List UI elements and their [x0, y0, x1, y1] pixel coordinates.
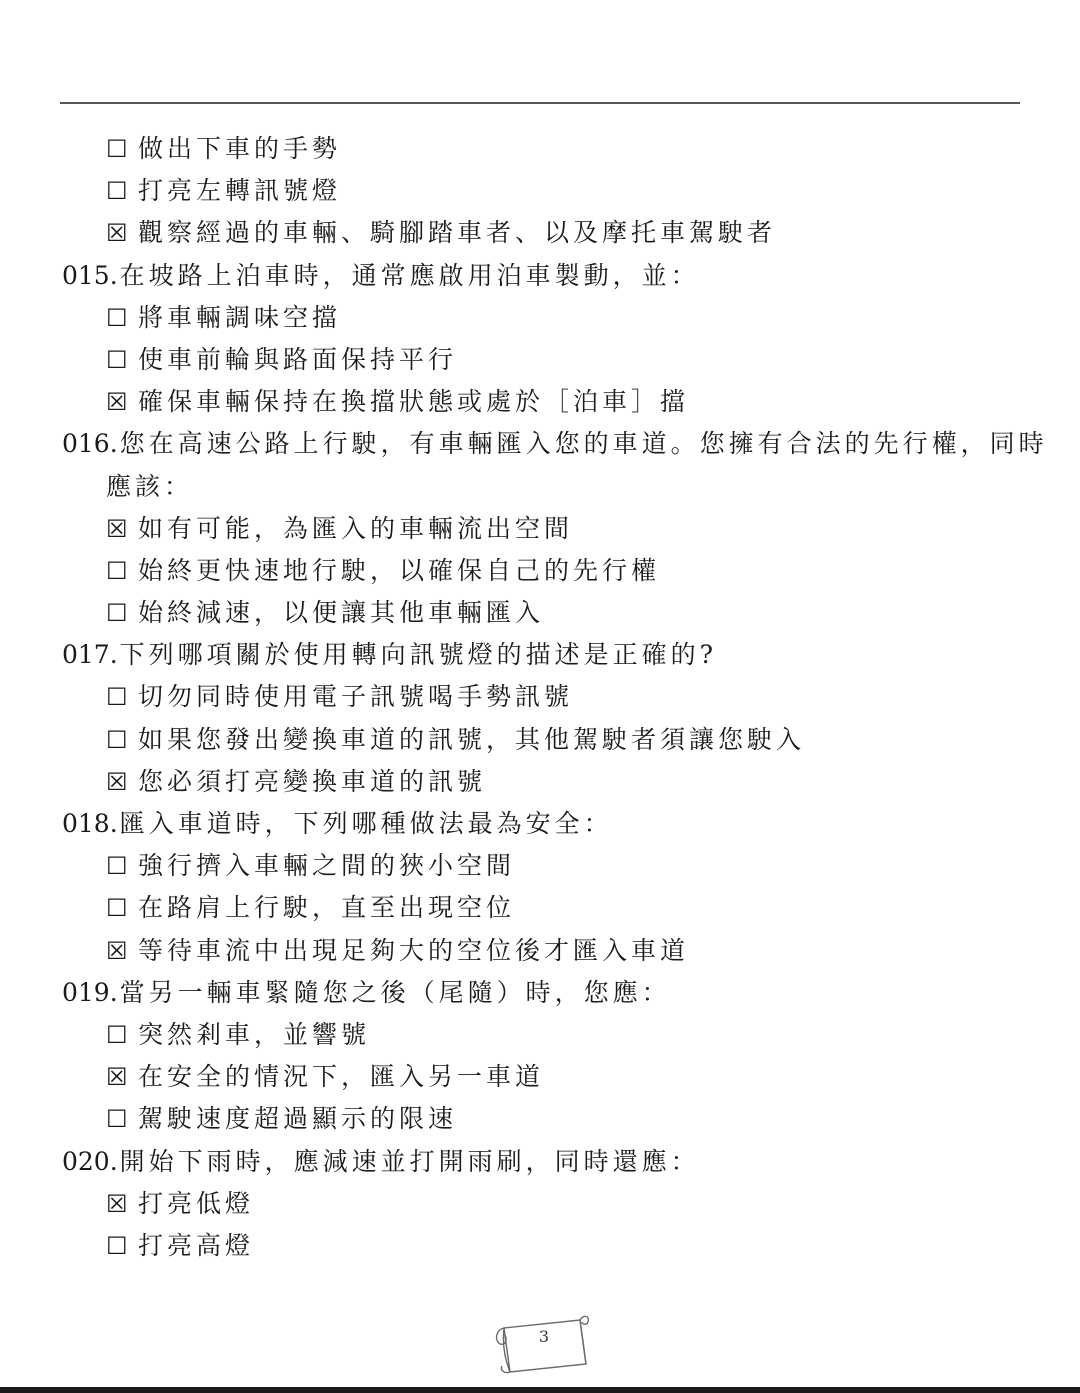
checkbox-unchecked-icon[interactable]: ☐ [106, 303, 128, 332]
q015-option-1[interactable] [62, 297, 1022, 339]
option-text: 突然剎車，並響號 [138, 1019, 371, 1049]
checkbox-checked-icon[interactable]: ☒ [106, 219, 128, 248]
q017-option-1[interactable] [62, 676, 1022, 718]
question-number: 018. [62, 809, 118, 838]
question-list [62, 128, 1048, 1267]
option-text: 打亮低燈 [138, 1188, 255, 1218]
checkbox-unchecked-icon[interactable]: ☐ [106, 1105, 128, 1134]
option-text: 確保車輛保持在換擋狀態或處於［泊車］擋 [138, 387, 690, 417]
top-divider [60, 102, 1020, 104]
q019-question [62, 972, 1022, 1014]
question-number: 019. [62, 977, 118, 1007]
option-text: 您必須打亮變換車道的訊號 [138, 766, 487, 796]
option-text: 打亮左轉訊號燈 [138, 176, 342, 206]
checkbox-checked-icon[interactable]: ☒ [106, 1063, 128, 1092]
checkbox-unchecked-icon[interactable]: ☐ [106, 1020, 128, 1049]
option-text: 將車輛調味空擋 [138, 302, 342, 332]
q020-option-2[interactable] [62, 1225, 1022, 1267]
option-text: 如果您發出變換車道的訊號，其他駕駛者須讓您駛入 [138, 724, 806, 754]
q017-option-2[interactable] [62, 719, 1022, 761]
q015-option-3[interactable] [62, 381, 1022, 423]
q020-option-1[interactable] [62, 1183, 1022, 1225]
q014-option-1[interactable] [62, 128, 1022, 170]
option-text: 使車前輪與路面保持平行 [138, 344, 458, 374]
checkbox-checked-icon[interactable]: ☒ [106, 514, 128, 543]
q015-option-2[interactable] [62, 339, 1022, 381]
bottom-bar [0, 1387, 1080, 1393]
q019-option-1[interactable] [62, 1014, 1022, 1056]
option-text: 始終更快速地行駛，以確保自己的先行權 [138, 555, 661, 585]
question-text: 當另一輛車緊隨您之後（尾隨）時，您應： [119, 977, 671, 1007]
checkbox-unchecked-icon[interactable]: ☐ [106, 1231, 128, 1260]
q018-option-1[interactable] [62, 845, 1022, 887]
question-number: 020. [62, 1146, 118, 1176]
page-number: 3 [538, 1327, 550, 1346]
q018-question [62, 803, 1022, 845]
question-text-continued: 應該： [106, 471, 194, 501]
question-text: 開始下雨時，應減速並打開雨刷，同時還應： [119, 1146, 700, 1176]
checkbox-checked-icon[interactable]: ☒ [106, 767, 128, 796]
checkbox-unchecked-icon[interactable]: ☐ [106, 177, 128, 206]
option-text: 在安全的情況下，匯入另一車道 [138, 1062, 545, 1092]
q018-option-3[interactable] [62, 930, 1022, 972]
option-text: 強行擠入車輛之間的狹小空間 [138, 851, 516, 881]
checkbox-unchecked-icon[interactable]: ☐ [106, 683, 128, 712]
q014-option-3[interactable] [62, 212, 1022, 254]
checkbox-checked-icon[interactable]: ☒ [106, 936, 128, 965]
checkbox-unchecked-icon[interactable]: ☐ [106, 556, 128, 585]
q015-question [62, 255, 1022, 297]
q016-option-2[interactable] [62, 550, 1022, 592]
q019-option-2[interactable] [62, 1056, 1022, 1098]
checkbox-unchecked-icon[interactable]: ☐ [106, 725, 128, 754]
checkbox-unchecked-icon[interactable]: ☐ [106, 852, 128, 881]
q014-option-2[interactable] [62, 170, 1022, 212]
q020-question [62, 1141, 1022, 1183]
option-text: 等待車流中出現足夠大的空位後才匯入車道 [138, 935, 690, 965]
question-text: 匯入車道時，下列哪種做法最為安全： [119, 809, 613, 838]
question-text: 您在高速公路上行駛，有車輛匯入您的車道。您擁有合法的先行權，同時 [119, 429, 1048, 459]
q018-option-2[interactable] [62, 887, 1022, 929]
q019-option-3[interactable] [62, 1098, 1022, 1140]
checkbox-unchecked-icon[interactable]: ☐ [106, 135, 128, 163]
checkbox-checked-icon[interactable]: ☒ [106, 388, 128, 417]
option-text: 做出下車的手勢 [138, 134, 342, 163]
q016-option-1[interactable] [62, 508, 1022, 550]
q016-question-continued [62, 466, 1022, 508]
checkbox-unchecked-icon[interactable]: ☐ [106, 894, 128, 923]
question-number: 017. [62, 640, 118, 670]
question-number: 015. [62, 260, 118, 290]
q017-option-3[interactable] [62, 761, 1022, 803]
option-text: 切勿同時使用電子訊號喝手勢訊號 [138, 682, 574, 712]
option-text: 觀察經過的車輛、騎腳踏車者、以及摩托車駕駛者 [138, 218, 777, 248]
question-text: 下列哪項關於使用轉向訊號燈的描述是正確的? [119, 640, 718, 670]
checkbox-checked-icon[interactable]: ☒ [106, 1189, 128, 1218]
q016-option-3[interactable] [62, 592, 1022, 634]
option-text: 始終減速，以便讓其他車輛匯入 [138, 598, 545, 628]
q017-question [62, 634, 1022, 676]
question-text: 在坡路上泊車時，通常應啟用泊車製動，並： [119, 260, 700, 290]
q016-question [62, 423, 1048, 465]
option-text: 打亮高燈 [138, 1230, 255, 1260]
checkbox-unchecked-icon[interactable]: ☐ [106, 599, 128, 628]
question-number: 016. [62, 429, 118, 459]
option-text: 駕駛速度超過顯示的限速 [138, 1104, 458, 1134]
option-text: 在路肩上行駛，直至出現空位 [138, 893, 516, 923]
checkbox-unchecked-icon[interactable]: ☐ [106, 345, 128, 374]
option-text: 如有可能，為匯入的車輛流出空間 [138, 513, 574, 543]
